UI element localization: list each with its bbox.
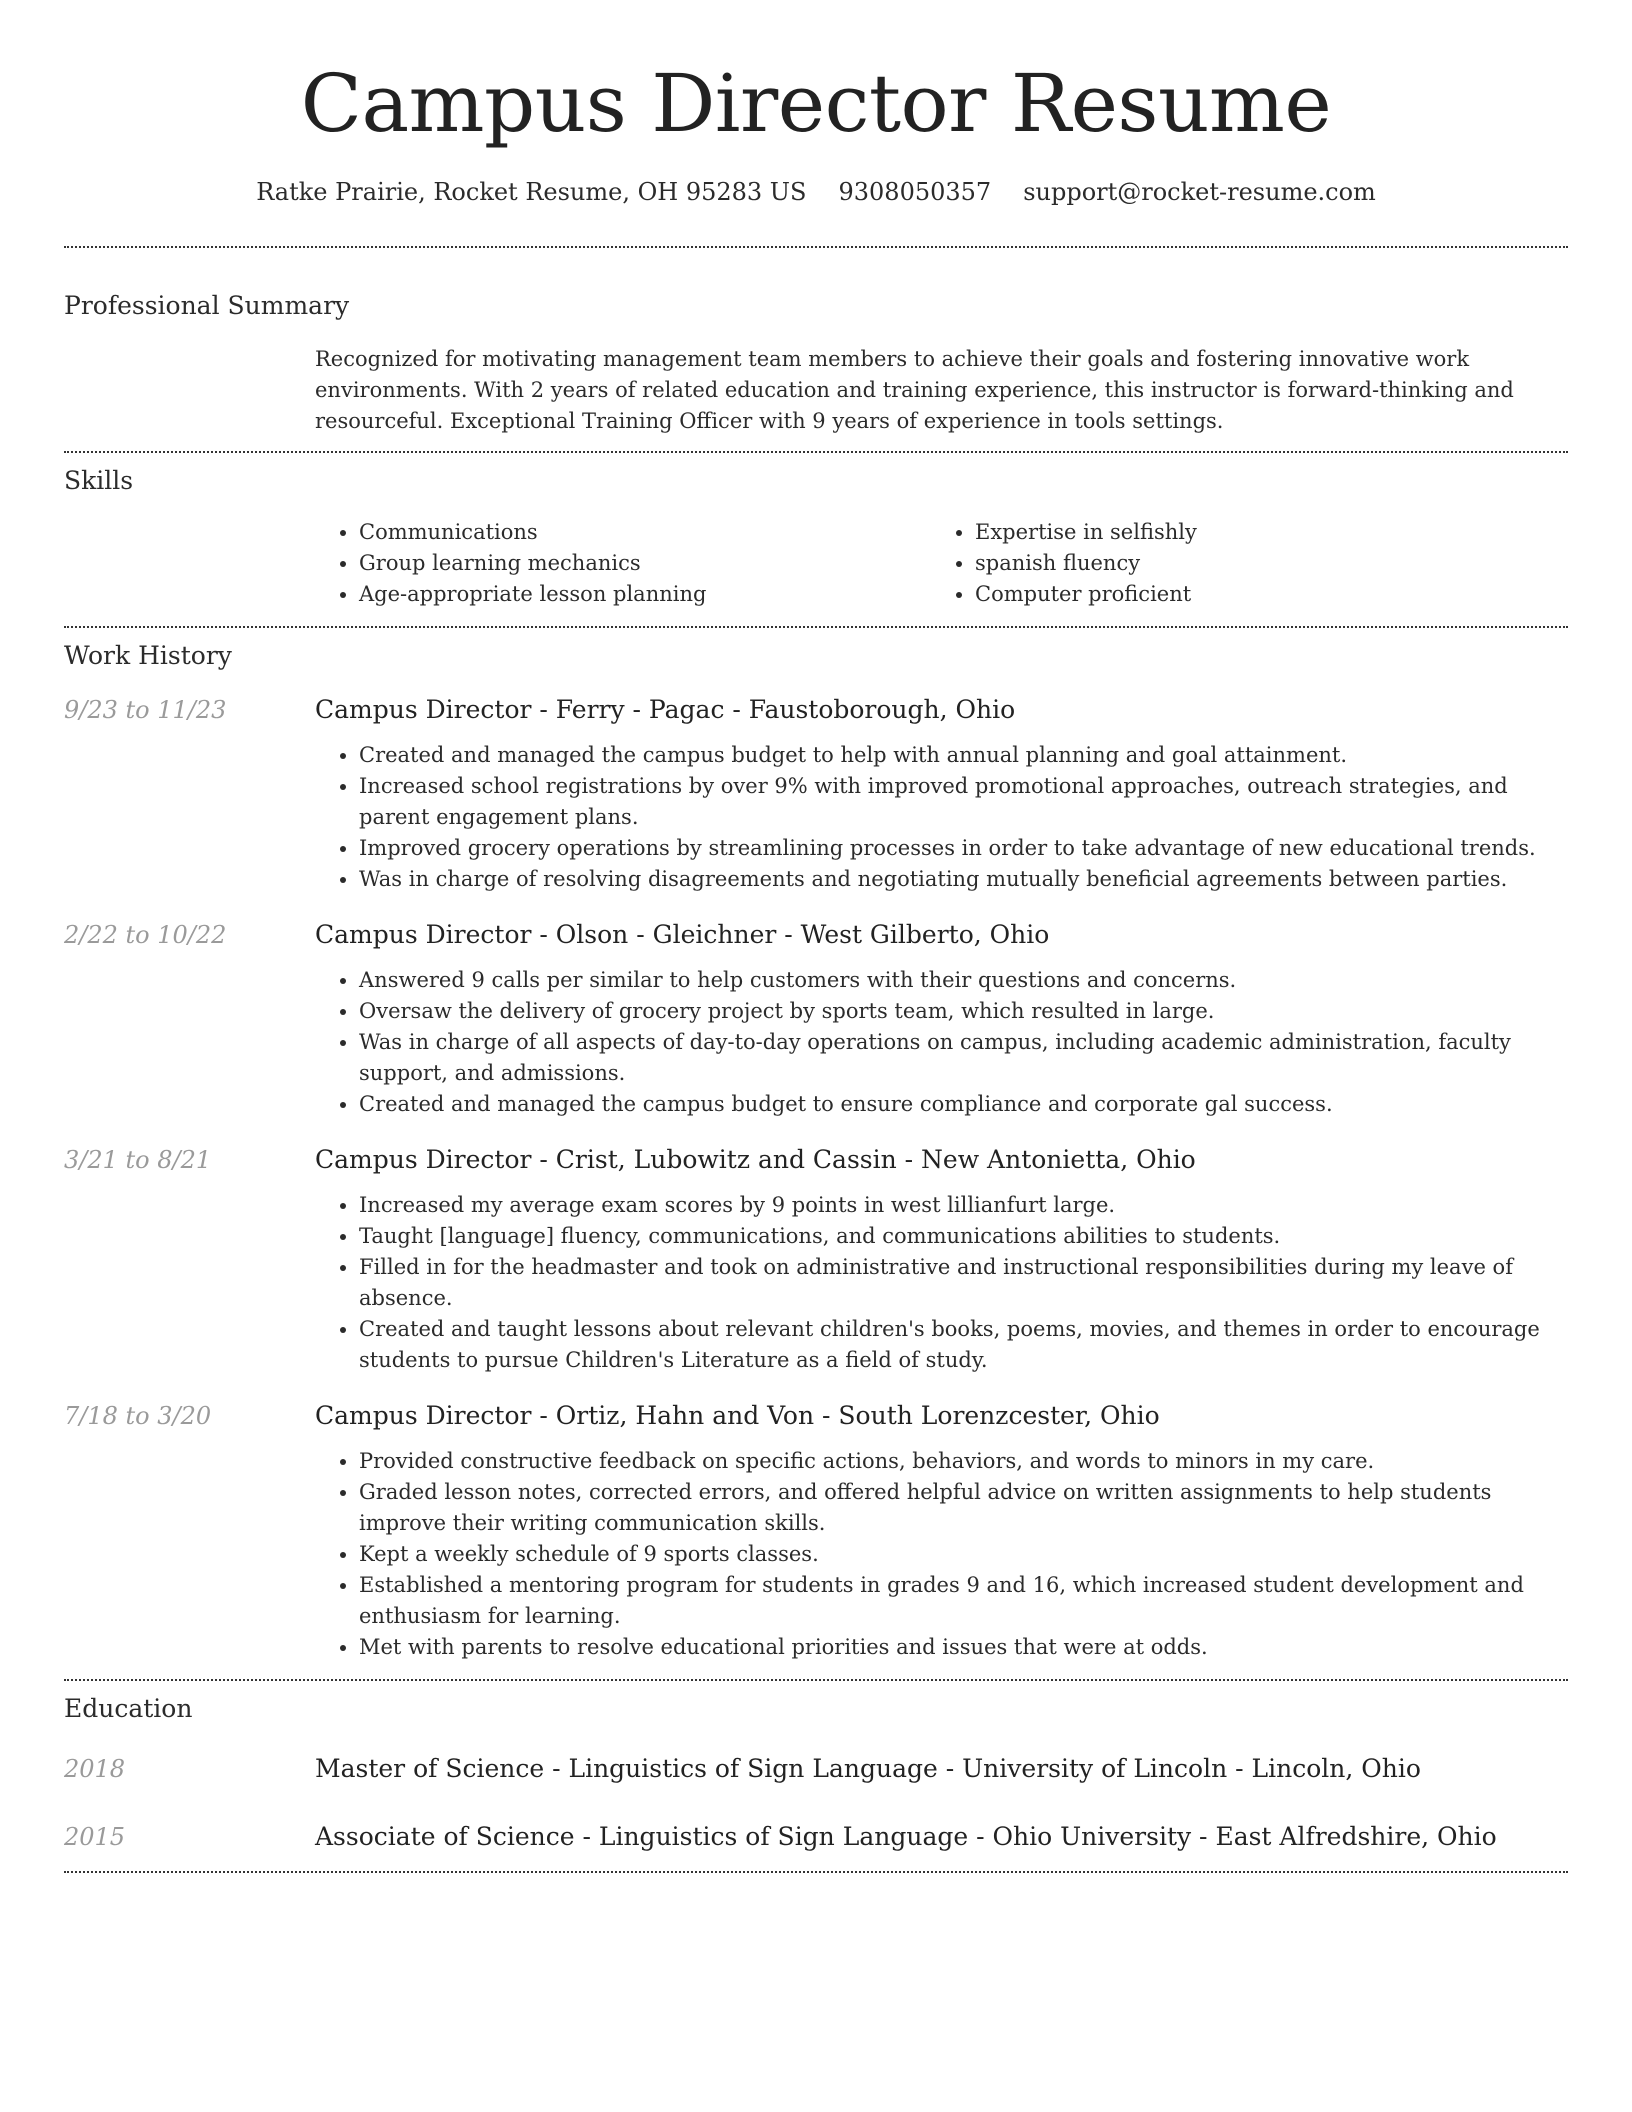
contact-address: Ratke Prairie, Rocket Resume, OH 95283 US <box>256 178 807 206</box>
job-title: Campus Director - Ortiz, Hahn and Von - South Lorenzcester, Ohio <box>315 1401 1160 1430</box>
job-dates: 9/23 to 11/23 <box>64 696 227 724</box>
job-bullet: • Improved grocery operations by streamlining processes in order to take advantage of new educational trends. <box>359 833 1568 864</box>
job-bullet: • Created and managed the campus budget to help with annual planning and goal attainment. <box>359 740 1568 771</box>
section-title-summary: Professional Summary <box>64 291 350 320</box>
job-bullet: • Met with parents to resolve educational priorities and issues that were at odds. <box>359 1632 1568 1663</box>
job-body <box>315 917 1568 1120</box>
job-bullet: • Increased my average exam scores by 9 points in west lillianfurt large. <box>359 1190 1568 1221</box>
summary-text: Recognized for motivating management team members to achieve their goals and fostering innovative work environments. With 2 years of related education and training experience, this instructor is forward-thinking and resourceful. Exceptional Training Officer with 9 years of experience in tools settings. <box>315 347 1514 433</box>
education-section <box>64 1681 1568 1871</box>
job-bullet: • Increased school registrations by over 9% with improved promotional approaches, outreach strategies, and parent engagement plans. <box>359 771 1568 833</box>
job-title: Campus Director - Olson - Gleichner - West Gilberto, Ohio <box>315 920 1050 949</box>
section-title-education: Education <box>64 1694 193 1723</box>
job-bullets <box>315 1446 1568 1663</box>
job-bullet: • Provided constructive feedback on specific actions, behaviors, and words to minors in my care. <box>359 1446 1568 1477</box>
education-year: 2015 <box>64 1823 126 1851</box>
contact-line <box>64 176 1568 208</box>
job-bullet: • Oversaw the delivery of grocery project by sports team, which resulted in large. <box>359 996 1568 1027</box>
resume-title: Campus Director Resume <box>300 57 1332 150</box>
skill-item: • Communications <box>359 517 931 548</box>
skills-list-right <box>931 517 1547 610</box>
job-bullet: • Taught [language] fluency, communications, and communications abilities to students. <box>359 1221 1568 1252</box>
job-title: Campus Director - Crist, Lubowitz and Cassin - New Antonietta, Ohio <box>315 1145 1196 1174</box>
resume-page <box>64 0 1568 1873</box>
job-bullet: • Created and managed the campus budget to ensure compliance and corporate gal success. <box>359 1089 1568 1120</box>
job-entry <box>64 1398 1568 1663</box>
job-bullet: • Kept a weekly schedule of 9 sports classes. <box>359 1539 1568 1570</box>
skill-item: • spanish fluency <box>975 548 1547 579</box>
contact-phone: 9308050357 <box>838 178 992 206</box>
job-title: Campus Director - Ferry - Pagac - Faustoborough, Ohio <box>315 695 1016 724</box>
contact-email[interactable]: support@rocket-resume.com <box>1023 178 1376 206</box>
job-bullet: • Answered 9 calls per similar to help customers with their questions and concerns. <box>359 965 1568 996</box>
education-entry <box>64 1751 1568 1787</box>
section-title-work: Work History <box>64 641 232 670</box>
job-bullet: • Was in charge of all aspects of day-to-day operations on campus, including academic administration, faculty support, and admissions. <box>359 1027 1568 1089</box>
education-entry <box>64 1819 1568 1855</box>
job-dates: 3/21 to 8/21 <box>64 1146 212 1174</box>
job-entry <box>64 917 1568 1120</box>
job-dates: 2/22 to 10/22 <box>64 921 227 949</box>
work-history-section <box>64 628 1568 1679</box>
skills-grid <box>315 517 1568 610</box>
education-year: 2018 <box>64 1755 126 1783</box>
education-degree: Master of Science - Linguistics of Sign Language - University of Lincoln - Lincoln, Ohio <box>315 1754 1421 1783</box>
skill-item: • Expertise in selfishly <box>975 517 1547 548</box>
job-bullets <box>315 740 1568 895</box>
job-bullets <box>315 965 1568 1120</box>
job-dates: 7/18 to 3/20 <box>64 1402 212 1430</box>
summary-section <box>64 248 1568 451</box>
skill-item: • Age-appropriate lesson planning <box>359 579 931 610</box>
skills-section <box>64 453 1568 626</box>
job-bullet: • Filled in for the headmaster and took on administrative and instructional responsibilities during my leave of absence. <box>359 1252 1568 1314</box>
divider <box>64 1871 1568 1873</box>
job-bullet: • Established a mentoring program for students in grades 9 and 16, which increased student development and enthusiasm for learning. <box>359 1570 1568 1632</box>
job-bullet: • Graded lesson notes, corrected errors, and offered helpful advice on written assignments to help students improve their writing communication skills. <box>359 1477 1568 1539</box>
section-title-skills: Skills <box>64 466 134 495</box>
job-entry <box>64 692 1568 895</box>
job-bullet: • Created and taught lessons about relevant children's books, poems, movies, and themes in order to encourage students to pursue Children's Literature as a field of study. <box>359 1314 1568 1376</box>
job-body <box>315 1142 1568 1376</box>
skills-list-left <box>315 517 931 610</box>
job-body <box>315 1398 1568 1663</box>
job-bullets <box>315 1190 1568 1376</box>
job-entry <box>64 1142 1568 1376</box>
job-bullet: • Was in charge of resolving disagreements and negotiating mutually beneficial agreements between parties. <box>359 864 1568 895</box>
skill-item: • Computer proficient <box>975 579 1547 610</box>
skill-item: • Group learning mechanics <box>359 548 931 579</box>
job-body <box>315 692 1568 895</box>
education-degree: Associate of Science - Linguistics of Sign Language - Ohio University - East Alfredshire, Ohio <box>315 1822 1497 1851</box>
